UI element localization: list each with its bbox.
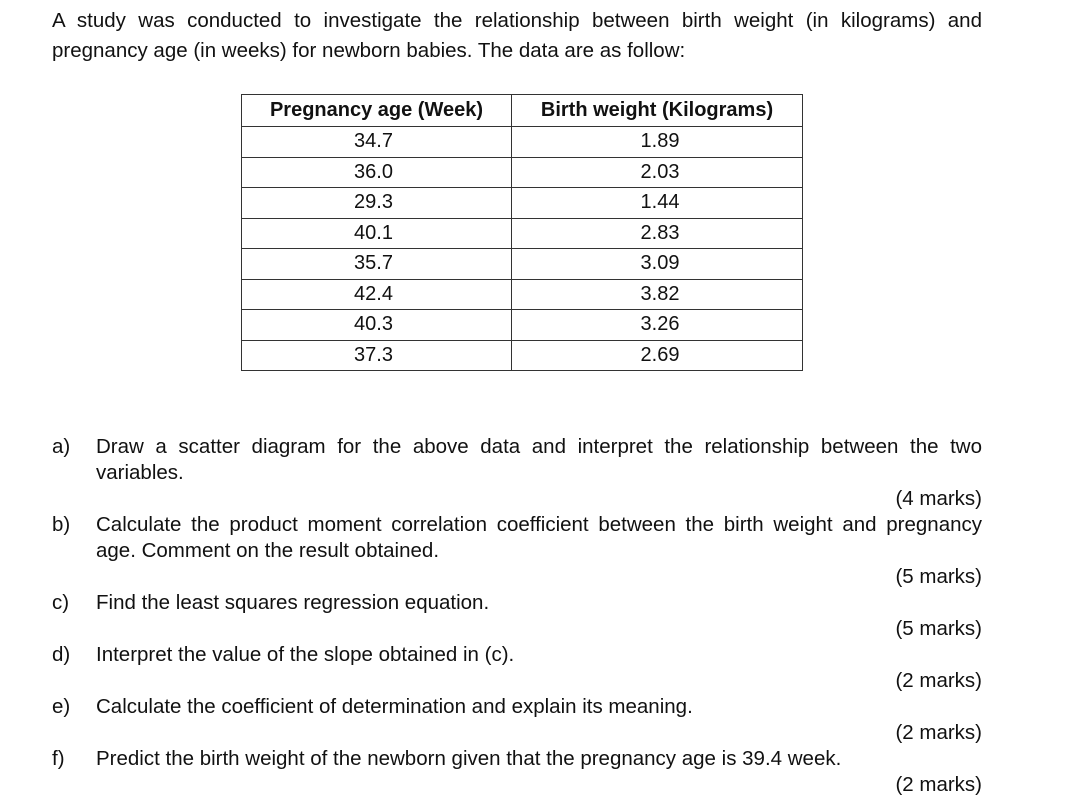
question-a <box>52 434 982 486</box>
table-row <box>242 340 803 371</box>
question-marks: (5 marks) <box>895 617 982 640</box>
question-marks: (2 marks) <box>895 721 982 744</box>
cell-birth-weight: 2.03 <box>512 157 803 188</box>
cell-birth-weight: 3.09 <box>512 249 803 280</box>
table-row <box>242 310 803 341</box>
cell-birth-weight: 3.82 <box>512 279 803 310</box>
header-pregnancy-age: Pregnancy age (Week) <box>242 95 512 127</box>
table-header-row <box>242 95 803 127</box>
question-f <box>52 746 982 772</box>
question-text: Draw a scatter diagram for the above data and interpret the relationship between the two variables. <box>96 435 982 484</box>
question-text: Interpret the value of the slope obtained in (c). <box>96 643 515 666</box>
intro-paragraph: A study was conducted to investigate the relationship between birth weight (in kilograms) and pregnancy age (in weeks) for newborn babies. The data are as follow: <box>52 9 982 62</box>
question-marks: (5 marks) <box>895 565 982 588</box>
data-table <box>241 94 803 371</box>
cell-birth-weight: 2.83 <box>512 218 803 249</box>
table-row <box>242 127 803 158</box>
cell-pregnancy-age: 36.0 <box>242 157 512 188</box>
cell-birth-weight: 2.69 <box>512 340 803 371</box>
cell-birth-weight: 1.89 <box>512 127 803 158</box>
question-letter: d) <box>52 643 71 666</box>
table-row <box>242 249 803 280</box>
cell-pregnancy-age: 42.4 <box>242 279 512 310</box>
question-letter: b) <box>52 513 71 536</box>
question-b <box>52 512 982 564</box>
question-text: Calculate the product moment correlation coefficient between the birth weight and pregnancy age. Comment on the result obtained. <box>96 513 982 562</box>
table-row <box>242 157 803 188</box>
question-text: Calculate the coefficient of determination and explain its meaning. <box>96 695 693 718</box>
cell-pregnancy-age: 40.3 <box>242 310 512 341</box>
question-e <box>52 694 982 720</box>
question-letter: a) <box>52 435 71 458</box>
question-letter: e) <box>52 695 71 718</box>
cell-pregnancy-age: 40.1 <box>242 218 512 249</box>
question-d <box>52 642 982 668</box>
cell-pregnancy-age: 37.3 <box>242 340 512 371</box>
questions-list <box>52 434 982 798</box>
header-birth-weight: Birth weight (Kilograms) <box>512 95 803 127</box>
table-row <box>242 188 803 219</box>
cell-birth-weight: 3.26 <box>512 310 803 341</box>
question-marks: (4 marks) <box>895 487 982 510</box>
question-text: Find the least squares regression equation. <box>96 591 490 614</box>
question-marks: (2 marks) <box>895 773 982 796</box>
cell-pregnancy-age: 35.7 <box>242 249 512 280</box>
table-row <box>242 279 803 310</box>
question-marks: (2 marks) <box>895 669 982 692</box>
cell-birth-weight: 1.44 <box>512 188 803 219</box>
cell-pregnancy-age: 29.3 <box>242 188 512 219</box>
cell-pregnancy-age: 34.7 <box>242 127 512 158</box>
question-text: Predict the birth weight of the newborn given that the pregnancy age is 39.4 week. <box>96 747 842 770</box>
question-c <box>52 590 982 616</box>
question-letter: f) <box>52 747 65 770</box>
table-row <box>242 218 803 249</box>
question-letter: c) <box>52 591 70 614</box>
